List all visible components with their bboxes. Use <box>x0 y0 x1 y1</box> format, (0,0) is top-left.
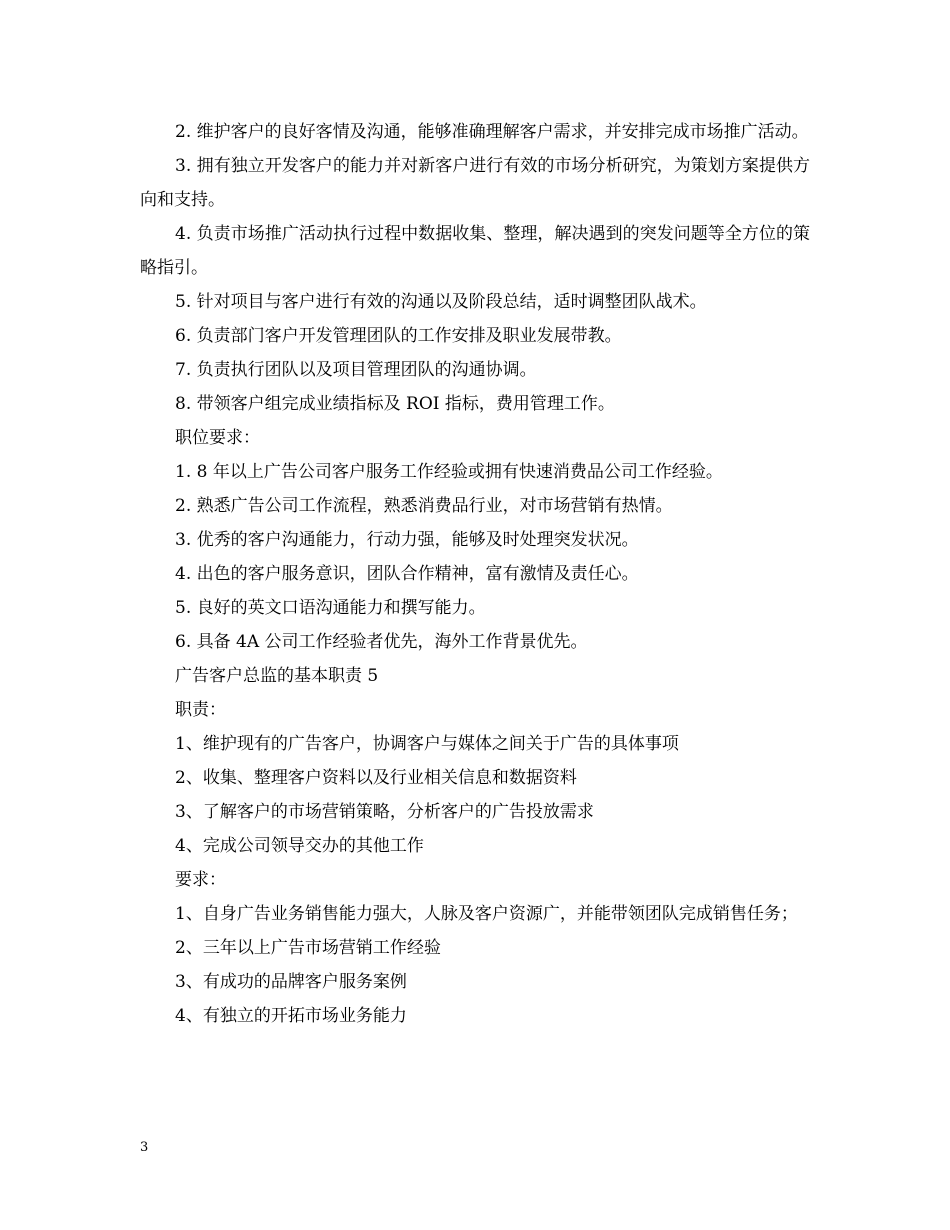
paragraph-duty-4: 4. 负责市场推广活动执行过程中数据收集、整理，解决遇到的突发问题等全方位的策略指引。 <box>140 224 810 278</box>
heading-duties: 职责： <box>175 700 226 720</box>
page-number: 3 <box>140 1140 149 1155</box>
heading-job-requirements: 职位要求： <box>175 428 260 448</box>
paragraph-duty-3: 3. 拥有独立开发客户的能力并对新客户进行有效的市场分析研究，为策划方案提供方向和支持。 <box>140 156 810 210</box>
paragraph-duty-6: 6. 负责部门客户开发管理团队的工作安排及职业发展带教。 <box>175 326 622 346</box>
paragraph-duty-8: 8. 带领客户组完成业绩指标及 ROI 指标，费用管理工作。 <box>175 394 615 414</box>
paragraph-duty-5: 5. 针对项目与客户进行有效的沟通以及阶段总结，适时调整团队战术。 <box>175 292 707 312</box>
paragraph-duty-2: 2. 维护客户的良好客情及沟通，能够准确理解客户需求，并安排完成市场推广活动。 <box>175 122 809 142</box>
paragraph-duty-item-4: 4、完成公司领导交办的其他工作 <box>175 836 424 856</box>
paragraph-duty-item-1: 1、维护现有的广告客户，协调客户与媒体之间关于广告的具体事项 <box>175 734 679 754</box>
paragraph-duty-7: 7. 负责执行团队以及项目管理团队的沟通协调。 <box>175 360 537 380</box>
paragraph-requirement-4: 4. 出色的客户服务意识，团队合作精神，富有激情及责任心。 <box>175 564 639 584</box>
paragraph-req-item-4: 4、有独立的开拓市场业务能力 <box>175 1006 407 1026</box>
paragraph-requirement-1: 1. 8 年以上广告公司客户服务工作经验或拥有快速消费品公司工作经验。 <box>175 462 723 482</box>
paragraph-requirement-6: 6. 具备 4A 公司工作经验者优先，海外工作背景优先。 <box>175 632 588 652</box>
paragraph-req-item-1: 1、自身广告业务销售能力强大，人脉及客户资源广，并能带领团队完成销售任务； <box>175 904 798 924</box>
paragraph-requirement-3: 3. 优秀的客户沟通能力，行动力强，能够及时处理突发状况。 <box>175 530 639 550</box>
paragraph-requirement-5: 5. 良好的英文口语沟通能力和撰写能力。 <box>175 598 486 618</box>
section-title: 广告客户总监的基本职责 5 <box>175 666 379 686</box>
paragraph-duty-item-3: 3、了解客户的市场营销策略，分析客户的广告投放需求 <box>175 802 594 822</box>
document-body <box>140 115 810 1033</box>
paragraph-duty-item-2: 2、收集、整理客户资料以及行业相关信息和数据资料 <box>175 768 577 788</box>
paragraph-requirement-2: 2. 熟悉广告公司工作流程，熟悉消费品行业，对市场营销有热情。 <box>175 496 673 516</box>
heading-requirements: 要求： <box>175 870 226 890</box>
paragraph-req-item-2: 2、三年以上广告市场营销工作经验 <box>175 938 441 958</box>
paragraph-req-item-3: 3、有成功的品牌客户服务案例 <box>175 972 407 992</box>
